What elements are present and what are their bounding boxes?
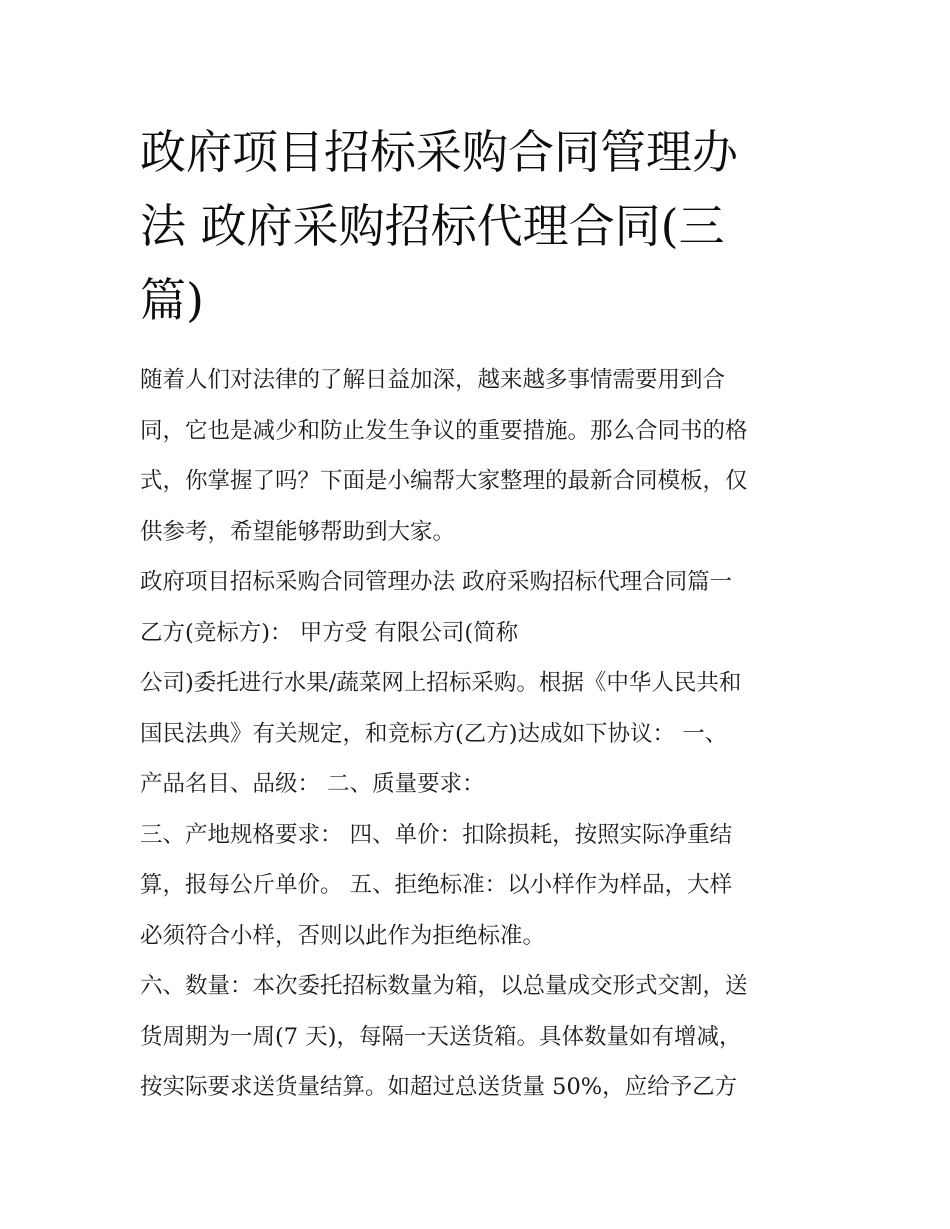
- text-line: 公司)委托进行水果/蔬菜网上招标采购。根据《中华人民共和: [140, 670, 742, 696]
- title-line: 政府项目招标采购合同管理办: [140, 125, 738, 179]
- quantity-paragraph: [140, 961, 820, 1113]
- text-line: 六、数量：本次委托招标数量为箱，以总量成交形式交割，送: [140, 973, 748, 999]
- title-line: 法 政府采购招标代理合同(三: [140, 199, 725, 253]
- text-line: 三、产地规格要求： 四、单价：扣除损耗，按照实际净重结: [140, 821, 733, 848]
- text-line: 式，你掌握了吗？下面是小编帮大家整理的最新合同模板，仅: [140, 468, 748, 494]
- contract-paragraph: [140, 608, 820, 810]
- text-line: 乙方(竞标方)： 甲方受 有限公司(简称: [140, 619, 519, 646]
- text-line: 算，报每公斤单价。 五、拒绝标准：以小样作为样品，大样: [140, 872, 733, 898]
- text-line: 政府项目招标采购合同管理办法 政府采购招标代理合同篇一: [140, 569, 733, 595]
- text-line: 按实际要求送货量结算。如超过总送货量 50%，应给予乙方: [140, 1074, 738, 1100]
- section-heading: [140, 557, 820, 608]
- document-page: [140, 115, 820, 1113]
- text-line: 国民法典》有关规定，和竞标方(乙方)达成如下协议： 一、: [140, 720, 728, 747]
- text-line: 产品名目、品级： 二、质量要求：: [140, 771, 485, 797]
- text-line: 必须符合小样，否则以此作为拒绝标准。: [140, 922, 546, 949]
- title-line: 篇): [140, 273, 204, 327]
- intro-paragraph: [140, 355, 820, 557]
- text-line: 同，它也是减少和防止发生争议的重要措施。那么合同书的格: [140, 417, 748, 444]
- text-line: 供参考，希望能够帮助到大家。: [140, 518, 456, 545]
- text-line: 随着人们对法律的了解日益加深，越来越多事情需要用到合: [140, 367, 726, 393]
- document-title: [140, 115, 820, 337]
- text-line: 货周期为一周(7 天)，每隔一天送货箱。具体数量如有增减，: [140, 1023, 742, 1050]
- terms-paragraph: [140, 810, 820, 962]
